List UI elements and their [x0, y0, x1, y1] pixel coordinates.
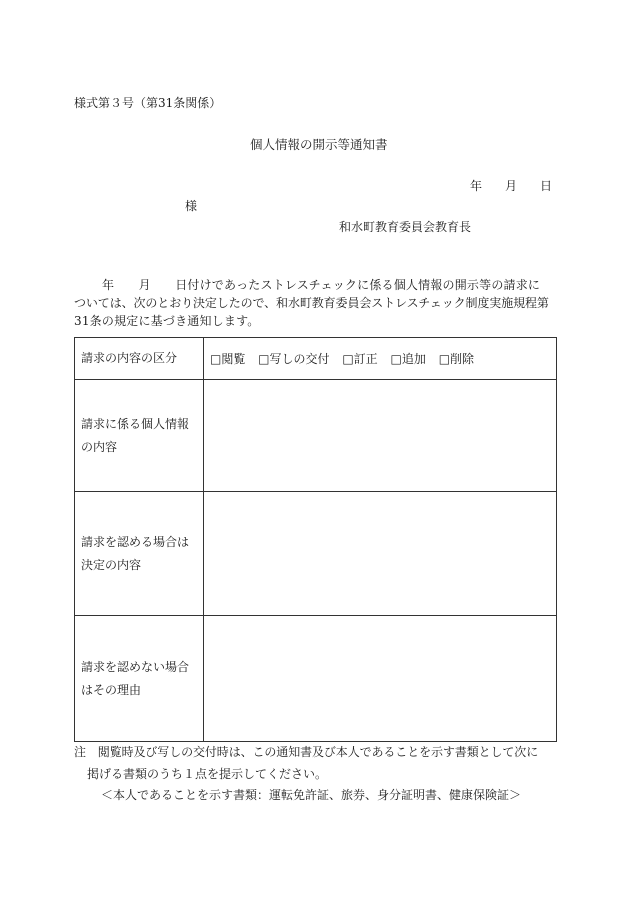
body-line-1: 年 月 日付けであったストレスチェックに係る個人情報の開示等の請求に	[102, 278, 541, 292]
note-line-2: 掲げる書類のうち１点を提示してください。	[87, 767, 328, 781]
body-line-2: ついては、次のとおり決定したので、和水町教育委員会ストレスチェック制度実施規程第	[74, 296, 549, 310]
body-paragraph	[74, 276, 558, 330]
table-row-info	[75, 380, 557, 492]
issuer-name: 和水町教育委員会教育長	[339, 220, 472, 234]
document-title: 個人情報の開示等通知書	[250, 137, 388, 152]
info-content-cell[interactable]	[204, 380, 557, 492]
option-copy-checkbox[interactable]: □写しの交付	[258, 352, 330, 366]
deny-label-line-2: はその理由	[81, 682, 142, 697]
approve-label-line-2: 決定の内容	[81, 557, 142, 572]
date-month: 月	[505, 179, 518, 193]
table-row-approve	[75, 492, 557, 616]
option-correct-checkbox[interactable]: □訂正	[342, 352, 378, 366]
category-label: 請求の内容の区分	[81, 351, 178, 365]
note-line-1: 注 閲覧時及び写しの交付時は、この通知書及び本人であることを示す書類として次に	[74, 745, 539, 759]
approve-content-cell[interactable]	[204, 492, 557, 616]
note-line-3: ＜本人であることを示す書類：運転免許証、旅券、身分証明書、健康保険証＞	[101, 788, 522, 802]
addressee-suffix: 様	[185, 199, 198, 213]
deny-label-line-1: 請求を認めない場合	[81, 659, 190, 674]
row-label-approve	[75, 492, 204, 616]
table-row-deny	[75, 616, 557, 742]
row-label-category	[75, 338, 204, 380]
option-add-checkbox[interactable]: □追加	[390, 352, 426, 366]
date-year: 年	[470, 179, 483, 193]
row-label-info	[75, 380, 204, 492]
option-view-checkbox[interactable]: □閲覧	[210, 352, 246, 366]
info-label-line-2: の内容	[81, 439, 118, 454]
category-options	[204, 338, 557, 380]
table-row-category	[75, 338, 557, 380]
approve-label-line-1: 請求を認める場合は	[81, 534, 190, 549]
row-label-deny	[75, 616, 204, 742]
form-number: 様式第３号（第31条関係）	[74, 96, 222, 110]
date-day: 日	[540, 179, 553, 193]
option-delete-checkbox[interactable]: □削除	[438, 352, 475, 366]
body-line-3: 31条の規定に基づき通知します。	[74, 314, 260, 328]
disclosure-table	[74, 337, 557, 742]
info-label-line-1: 請求に係る個人情報	[81, 416, 190, 431]
deny-content-cell[interactable]	[204, 616, 557, 742]
